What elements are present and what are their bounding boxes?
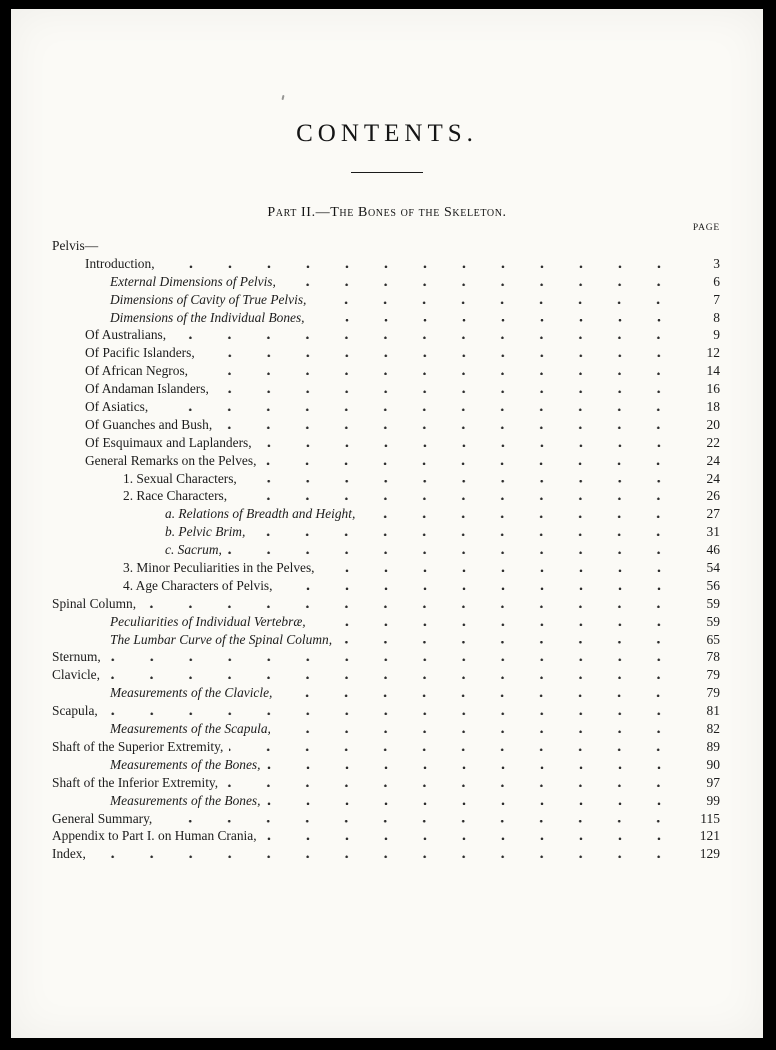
part-heading: Part II.—The Bones of the Skeleton.: [267, 205, 507, 220]
toc-row: [52, 416, 720, 434]
toc-row: [52, 452, 720, 470]
dot-leader: [312, 291, 678, 309]
toc-page-number: 115: [700, 810, 720, 826]
toc-entry-label: General Remarks on the Pelves,: [85, 452, 257, 468]
toc-row: [52, 505, 720, 523]
toc-row: [52, 559, 720, 577]
toc-page-number: 97: [706, 774, 720, 790]
toc-page-number: 18: [706, 399, 720, 415]
toc-entry-label: Scapula,: [52, 703, 98, 719]
toc-entry-label: General Summary,: [52, 810, 153, 826]
toc-entry-label: Clavicle,: [52, 667, 100, 683]
toc-page-number: 46: [706, 542, 720, 558]
toc-entry-label: Dimensions of Cavity of True Pelvis,: [110, 291, 307, 307]
toc-row: [52, 255, 720, 273]
dot-leader: [215, 380, 678, 398]
toc-page-number: 27: [706, 506, 720, 522]
toc-row: [52, 631, 720, 649]
toc-page-number: 8: [713, 309, 720, 325]
page-title: CONTENTS.: [296, 120, 478, 147]
toc-row: [52, 273, 720, 291]
toc-page-number: 81: [706, 703, 720, 719]
toc-page-number: 6: [713, 273, 720, 289]
toc-page-number: 22: [706, 434, 720, 450]
dot-leader: [229, 738, 678, 756]
toc-row: [52, 720, 720, 738]
toc-entry-label: Shaft of the Inferior Extremity,: [52, 774, 219, 790]
toc-row: [52, 380, 720, 398]
toc-entry-label: b. Pelvic Brim,: [165, 524, 246, 540]
toc-entry-label: Measurements of the Scapula,: [110, 721, 271, 737]
toc-row: [52, 487, 720, 505]
toc-row: [52, 470, 720, 488]
toc-entry-label: Introduction,: [85, 255, 155, 271]
toc-page-number: 90: [706, 756, 720, 772]
dot-leader: [233, 487, 678, 505]
toc-entry-label: Pelvis—: [52, 238, 99, 253]
toc-row: [52, 702, 720, 720]
dot-leader: [262, 452, 678, 470]
toc-page-number: 129: [699, 846, 720, 862]
toc-page-number: 121: [699, 828, 720, 844]
toc-row: [52, 845, 720, 863]
toc-row: [52, 434, 720, 452]
toc-page-number: 9: [713, 327, 720, 343]
toc-page-number: 56: [706, 577, 720, 593]
toc-page-number: 24: [706, 470, 720, 486]
toc-entry-label: 3. Minor Peculiarities in the Pelves,: [123, 560, 315, 576]
toc-row: [52, 291, 720, 309]
dot-leader: [224, 774, 678, 792]
toc-entry-label: Measurements of the Bones,: [110, 756, 261, 772]
table-of-contents: [52, 237, 720, 863]
toc-entry-label: Shaft of the Superior Extremity,: [52, 738, 224, 754]
toc-page-number: 59: [706, 595, 720, 611]
dot-leader: [142, 595, 678, 613]
dot-leader: [172, 326, 678, 344]
toc-row: [52, 523, 720, 541]
toc-page-number: 82: [706, 721, 720, 737]
toc-row: [52, 738, 720, 756]
toc-entry-label: Of Pacific Islanders,: [85, 345, 195, 361]
dot-leader: [106, 666, 678, 684]
scan-artifact: [281, 95, 284, 100]
dot-leader: [279, 577, 679, 595]
toc-entry-label: 2. Race Characters,: [123, 488, 228, 504]
dot-leader: [158, 810, 678, 828]
toc-page-number: 24: [706, 452, 720, 468]
toc-entry-label: Appendix to Part I. on Human Crania,: [52, 828, 257, 844]
dot-leader: [161, 255, 678, 273]
toc-entry-label: Spinal Column,: [52, 595, 137, 611]
toc-page-number: 78: [706, 649, 720, 665]
dot-leader: [282, 273, 678, 291]
toc-entry-label: External Dimensions of Pelvis,: [110, 273, 276, 289]
dot-leader: [92, 845, 678, 863]
dot-leader: [243, 470, 678, 488]
page-column-label: PAGE: [692, 223, 720, 233]
toc-entry-label: Sternum,: [52, 649, 101, 665]
dot-leader: [194, 362, 678, 380]
toc-page-number: 54: [706, 560, 720, 576]
dot-leader: [311, 309, 678, 327]
toc-row: [52, 774, 720, 792]
toc-entry-label: Peculiarities of Individual Vertebræ,: [110, 613, 306, 629]
toc-entry-label: Of Asiatics,: [85, 399, 149, 415]
toc-page-number: 79: [706, 685, 720, 701]
dot-leader: [361, 505, 678, 523]
toc-entry-label: Dimensions of the Individual Bones,: [110, 309, 305, 325]
toc-row: [52, 613, 720, 631]
dot-leader: [321, 559, 678, 577]
dot-leader: [154, 398, 678, 416]
toc-entry-label: Measurements of the Clavicle,: [110, 685, 273, 701]
toc-row: [52, 344, 720, 362]
dot-leader: [251, 523, 678, 541]
toc-page-number: 20: [706, 416, 720, 432]
dot-leader: [277, 720, 678, 738]
dot-leader: [267, 792, 679, 810]
toc-entry-label: a. Relations of Breadth and Height,: [165, 506, 356, 522]
dot-leader: [228, 541, 678, 559]
dot-leader: [104, 702, 678, 720]
toc-page-number: 26: [706, 488, 720, 504]
dot-leader: [201, 344, 678, 362]
toc-row: [52, 648, 720, 666]
toc-row: [52, 362, 720, 380]
toc-entry-label: The Lumbar Curve of the Spinal Column,: [110, 631, 333, 647]
toc-row: [52, 398, 720, 416]
toc-page-number: 3: [713, 255, 720, 271]
toc-page-number: 65: [706, 631, 720, 647]
book-page: [11, 9, 763, 1038]
toc-entry-label: 1. Sexual Characters,: [123, 470, 237, 486]
toc-entry-label: Of Andaman Islanders,: [85, 381, 209, 397]
dot-leader: [312, 613, 678, 631]
toc-page-number: 99: [706, 792, 720, 808]
dot-leader: [258, 434, 678, 452]
toc-page-number: 14: [706, 363, 720, 379]
toc-row: [52, 309, 720, 327]
toc-page-number: 31: [706, 524, 720, 540]
toc-entry-label: 4. Age Characters of Pelvis,: [123, 577, 273, 593]
dot-leader: [104, 237, 678, 255]
dot-leader: [267, 756, 679, 774]
toc-row: [52, 541, 720, 559]
toc-row: [52, 326, 720, 344]
toc-row: [52, 684, 720, 702]
toc-row: [52, 237, 720, 255]
toc-entry-label: Of Guanches and Bush,: [85, 416, 213, 432]
dot-leader: [338, 631, 678, 649]
toc-entry-label: Of Esquimaux and Laplanders,: [85, 434, 252, 450]
toc-entry-label: Of African Negros,: [85, 363, 188, 379]
toc-page-number: 7: [713, 291, 720, 307]
toc-entry-label: Index,: [52, 846, 86, 862]
dot-leader: [218, 416, 678, 434]
toc-entry-label: Measurements of the Bones,: [110, 792, 261, 808]
title-rule: [351, 172, 423, 173]
toc-row: [52, 810, 720, 828]
dot-leader: [107, 648, 678, 666]
toc-row: [52, 666, 720, 684]
toc-page-number: 12: [706, 345, 720, 361]
toc-entry-label: c. Sacrum,: [165, 542, 222, 558]
toc-entry-label: Of Australians,: [85, 327, 167, 343]
toc-row: [52, 595, 720, 613]
toc-row: [52, 792, 720, 810]
toc-row: [52, 827, 720, 845]
toc-page-number: 79: [706, 667, 720, 683]
toc-row: [52, 756, 720, 774]
dot-leader: [278, 684, 678, 702]
dot-leader: [263, 827, 678, 845]
toc-page-number: 59: [706, 613, 720, 629]
toc-page-number: 16: [706, 381, 720, 397]
toc-row: [52, 577, 720, 595]
toc-page-number: 89: [706, 738, 720, 754]
